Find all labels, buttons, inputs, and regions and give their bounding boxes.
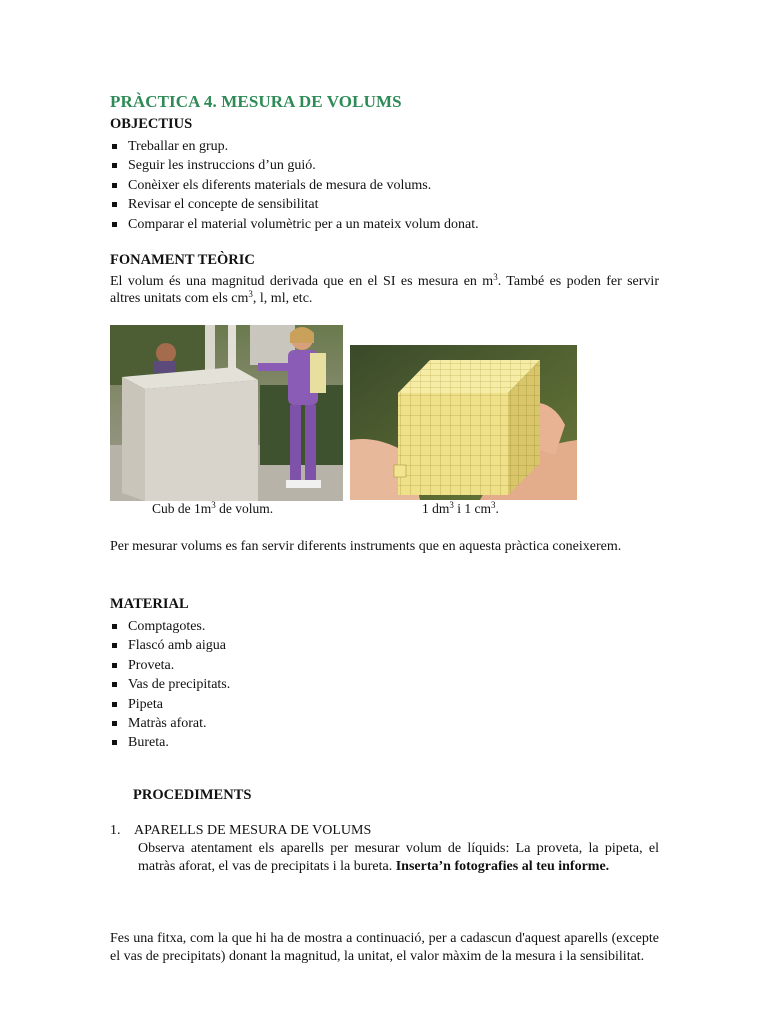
objectius-list: [110, 137, 670, 234]
list-item: Matràs aforat.: [110, 714, 670, 733]
list-item: Flascó amb aigua: [110, 636, 670, 655]
bullet-square-icon: [112, 624, 117, 629]
material-heading: MATERIAL: [110, 596, 189, 612]
list-item: Seguir les instruccions d’un guió.: [110, 156, 670, 175]
bullet-square-icon: [112, 202, 117, 207]
cube-1m3-illustration: [110, 325, 343, 501]
instruments-paragraph: Per mesurar volums es fan servir diferents instruments que en aquesta pràctica coneixerem.: [110, 539, 622, 554]
bullet-square-icon: [112, 663, 117, 668]
insert-photos-instruction: Inserta’n fotografies al teu informe.: [395, 858, 610, 874]
objectius-heading: OBJECTIUS: [110, 116, 193, 132]
fonament-paragraph: El volum és una magnitud derivada que en el SI es mesura en $m^3$. També es poden fer servir altres unitats com els $cm^3$, l, ml, etc.: [110, 272, 659, 306]
list-item: Comparar el material volumètric per a un mateix volum donat.: [110, 215, 670, 234]
bullet-square-icon: [112, 163, 117, 168]
caption-left: Cub de $1m^3$ de volum.: [152, 500, 274, 516]
procediments-heading: PROCEDIMENTS: [133, 787, 252, 803]
bullet-square-icon: [112, 702, 117, 707]
cube-1dm3-photo: [350, 345, 577, 500]
bullet-square-icon: [112, 183, 117, 188]
list-item: Vas de precipitats.: [110, 675, 670, 694]
item-title: APARELLS DE MESURA DE VOLUMS: [134, 823, 372, 838]
cube-1m3-photo: [110, 325, 343, 501]
bullet-square-icon: [112, 643, 117, 648]
fonament-heading: FONAMENT TEÒRIC: [110, 252, 255, 268]
aparells-paragraph: Observa atentament els aparells per mesurar volum de líquids: La proveta, la pipeta, el matràs aforat, el vas de precipitats i la bureta. Inserta’n fotografies al teu informe.: [138, 841, 659, 874]
cube-1dm3-illustration: [350, 345, 577, 500]
bullet-square-icon: [112, 144, 117, 149]
fitxa-paragraph: Fes una fitxa, com la que hi ha de mostra a continuació, per a cadascun d'aquest aparells (excepte el vas de precipitats) donant la magnitud, la unitat, el valor màxim de la mesura i la sensibilitat.: [110, 931, 659, 964]
list-item: Conèixer els diferents materials de mesura de volums.: [110, 176, 670, 195]
list-item: Comptagotes.: [110, 617, 670, 636]
list-item: Pipeta: [110, 695, 670, 714]
page-title: PRÀCTICA 4. MESURA DE VOLUMS: [110, 92, 402, 111]
bullet-square-icon: [112, 721, 117, 726]
list-item: Revisar el concepte de sensibilitat: [110, 195, 670, 214]
bullet-square-icon: [112, 222, 117, 227]
bullet-square-icon: [112, 682, 117, 687]
bullet-square-icon: [112, 740, 117, 745]
list-item: Treballar en grup.: [110, 137, 670, 156]
material-list: [110, 617, 670, 753]
caption-right: 1 $dm^3$ i 1 $cm^3$.: [422, 500, 499, 516]
item-number: 1.: [110, 823, 121, 838]
list-item: Proveta.: [110, 656, 670, 675]
list-item: Bureta.: [110, 733, 670, 752]
